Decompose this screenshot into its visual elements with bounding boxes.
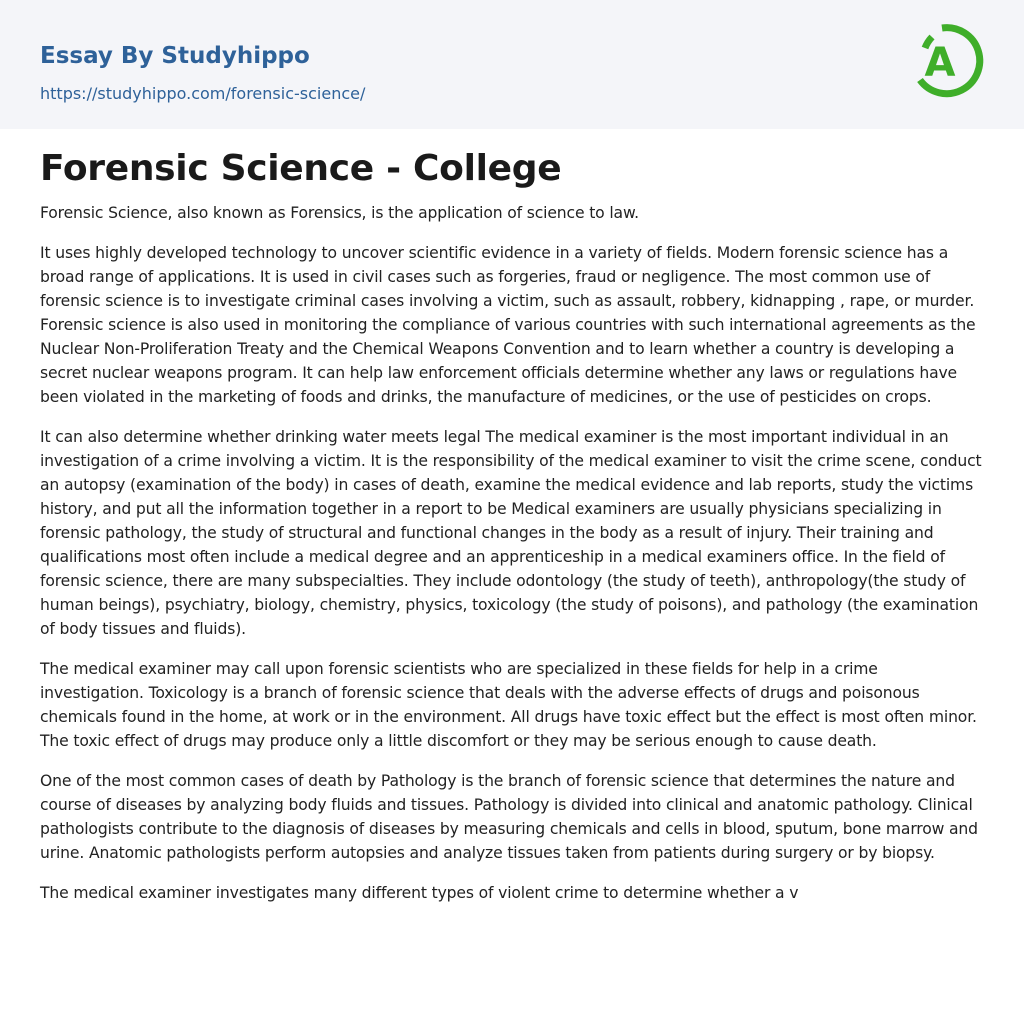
article-title: Forensic Science - College	[40, 148, 562, 189]
article-paragraph-4: The medical examiner may call upon forensic scientists who are specialized in these fields for help in a crime investigation. Toxicology is a branch of forensic science that deals with the adverse effects of drugs and poisonous chemicals found in the home, at work or in the environment. All drugs have toxic effect but the effect is most often minor. The toxic effect of drugs may produce only a little discomfort or they may be serious enough to cause death.	[40, 660, 977, 750]
article-paragraph-2: It uses highly developed technology to uncover scientific evidence in a variety of fields. Modern forensic science has a broad range of applications. It is used in civil cases such as forgeries, fraud or negligence. The most common use of forensic science is to investigate criminal cases involving a victim, such as assault, robbery, kidnapping , rape, or murder. Forensic science is also used in monitoring the compliance of various countries with such international agreements as the Nuclear Non-Proliferation Treaty and the Chemical Weapons Convention and to learn whether a country is developing a secret nuclear weapons program. It can help law enforcement officials determine whether any laws or regulations have been violated in the marketing of foods and drinks, the manufacture of medicines, or the use of pesticides on crops.	[40, 244, 976, 406]
source-url-link[interactable]: https://studyhippo.com/forensic-science/	[40, 84, 366, 103]
article-paragraph-3: It can also determine whether drinking water meets legal The medical examiner is the most important individual in an investigation of a crime involving a victim. It is the responsibility of the medical examiner to visit the crime scene, conduct an autopsy (examination of the body) in cases of death, examine the medical evidence and lab reports, study the victims history, and put all the information together in a report to be Medical examiners are usually physicians specializing in forensic pathology, the study of structural and functional changes in the body as a result of injury. Their training and qualifications most often include a medical degree and an apprenticeship in a medical examiners office. In the field of forensic science, there are many subspecialties. They include odontology (the study of teeth), anthropology(the study of human beings), psychiatry, biology, chemistry, physics, toxicology (the study of poisons), and pathology (the examination of body tissues and fluids).	[40, 428, 982, 638]
article	[0, 129, 1024, 905]
logo-letter: A	[924, 40, 956, 86]
article-paragraph-1: Forensic Science, also known as Forensics, is the application of science to law.	[40, 204, 639, 222]
article-paragraph-6: The medical examiner investigates many different types of violent crime to determine whether a v	[40, 884, 799, 902]
studyhippo-logo-icon[interactable]	[910, 18, 986, 106]
site-header	[0, 0, 1024, 129]
site-brand-link[interactable]: Essay By Studyhippo	[40, 43, 310, 69]
article-paragraph-5: One of the most common cases of death by Pathology is the branch of forensic science that determines the nature and course of diseases by analyzing body fluids and tissues. Pathology is divided into clinical and anatomic pathology. Clinical pathologists contribute to the diagnosis of diseases by measuring chemicals and cells in blood, sputum, bone marrow and urine. Anatomic pathologists perform autopsies and analyze tissues taken from patients during surgery or by biopsy.	[40, 772, 978, 862]
